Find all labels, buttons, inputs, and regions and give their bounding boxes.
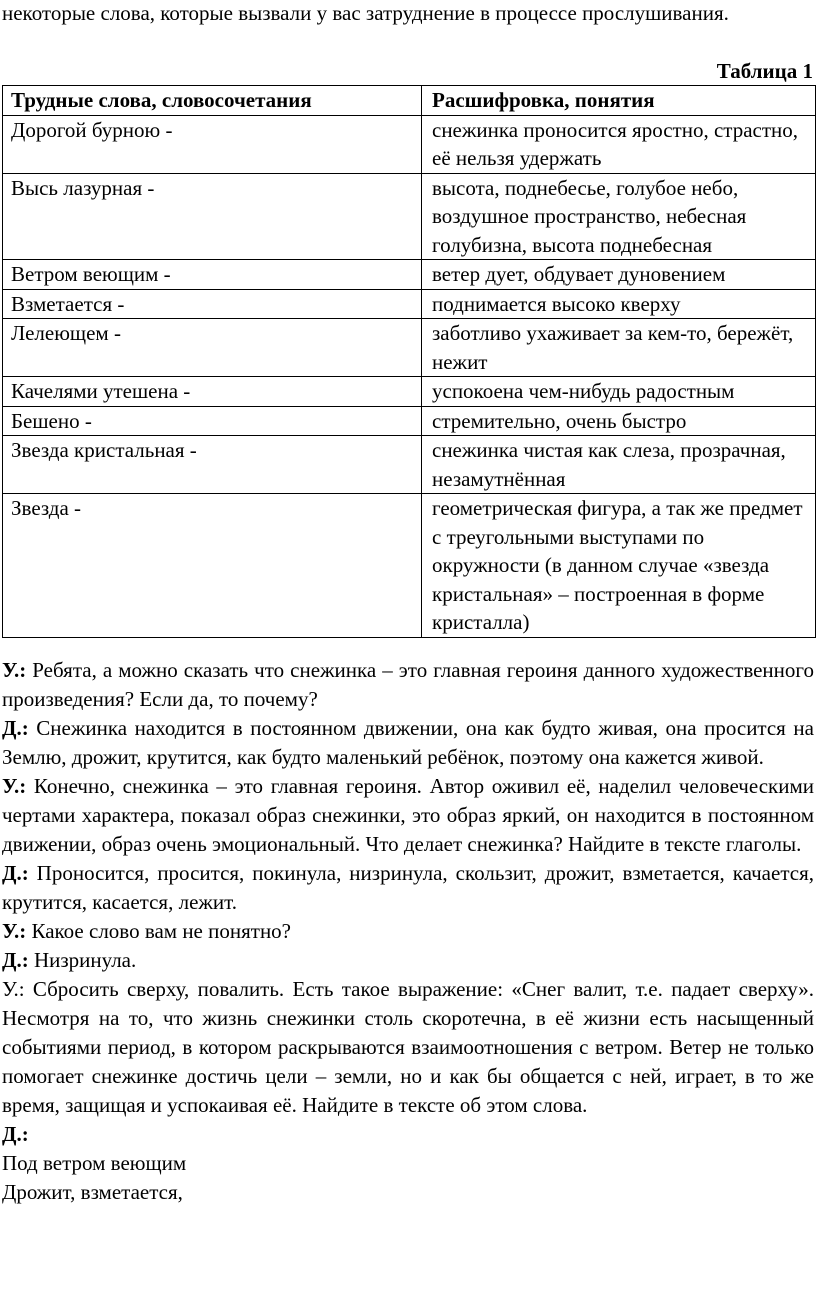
meaning-cell: геометрическая фигура, а так же предмет с треугольными выступами по окружности (в данном случае «звезда кристальная» – построенная в форме кристалла) bbox=[422, 494, 816, 638]
speaker-label: У.: bbox=[2, 658, 27, 682]
table-row bbox=[3, 289, 816, 319]
dialog-line bbox=[2, 772, 814, 859]
word-cell: Качелями утешена - bbox=[3, 377, 422, 407]
word-cell: Звезда - bbox=[3, 494, 422, 638]
dialog-text: Ребята, а можно сказать что снежинка – это главная героиня данного художественного произведения? Если да, то почему? bbox=[2, 658, 814, 711]
dialog-text: Снежинка находится в постоянном движении, она как будто живая, она просится на Землю, дрожит, крутится, как будто маленький ребёнок, поэтому она кажется живой. bbox=[2, 716, 814, 769]
vocabulary-table bbox=[2, 85, 816, 638]
dialog-text: У.: Сбросить сверху, повалить. Есть такое выражение: «Снег валит, т.е. падает сверху». Несмотря на то, что жизнь снежинки столь скоротечна, в её жизни есть насыщенный событиями период, в котором раскрываются взаимоотношения с ветром. Ветер не только помогает снежинке достичь цели – земли, но и как бы общается с ней, играет, в то же время, защищая и успокаивая её. Найдите в тексте об этом слова. bbox=[2, 977, 814, 1117]
poem-line: Дрожит, взметается, bbox=[2, 1180, 183, 1204]
meaning-cell: снежинка чистая как слеза, прозрачная, незамутнённая bbox=[422, 436, 816, 494]
dialog-text: Проносится, просится, покинула, низринула, скользит, дрожит, взметается, качается, крутится, касается, лежит. bbox=[2, 861, 814, 914]
word-cell: Дорогой бурною - bbox=[3, 115, 422, 173]
dialog-line bbox=[2, 975, 814, 1120]
header-cell-meanings: Расшифровка, понятия bbox=[422, 86, 816, 116]
meaning-cell: поднимается высоко кверху bbox=[422, 289, 816, 319]
dialog-line bbox=[2, 946, 814, 975]
speaker-label: Д.: bbox=[2, 1122, 29, 1146]
meaning-cell: снежинка проносится яростно, страстно, её нельзя удержать bbox=[422, 115, 816, 173]
meaning-cell: успокоена чем-нибудь радостным bbox=[422, 377, 816, 407]
table-row bbox=[3, 494, 816, 638]
dialog-line bbox=[2, 656, 814, 714]
speaker-label: Д.: bbox=[2, 861, 29, 885]
meaning-cell: ветер дует, обдувает дуновением bbox=[422, 260, 816, 290]
word-cell: Бешено - bbox=[3, 406, 422, 436]
table-row bbox=[3, 260, 816, 290]
dialog-text: Какое слово вам не понятно? bbox=[26, 919, 292, 943]
intro-paragraph: некоторые слова, которые вызвали у вас затруднение в процессе прослушивания. bbox=[2, 1, 729, 25]
speaker-label: У.: bbox=[2, 919, 27, 943]
dialog-line bbox=[2, 859, 814, 917]
word-cell: Взметается - bbox=[3, 289, 422, 319]
word-cell: Ветром веющим - bbox=[3, 260, 422, 290]
speaker-label: Д.: bbox=[2, 948, 29, 972]
meaning-cell: высота, поднебесье, голубое небо, воздушное пространство, небесная голубизна, высота поднебесная bbox=[422, 173, 816, 260]
table-row bbox=[3, 377, 816, 407]
table-row bbox=[3, 173, 816, 260]
table-row bbox=[3, 115, 816, 173]
poem-line: Под ветром веющим bbox=[2, 1151, 187, 1175]
table-caption: Таблица 1 bbox=[716, 59, 813, 83]
table-row bbox=[3, 319, 816, 377]
word-cell: Высь лазурная - bbox=[3, 173, 422, 260]
dialog-section bbox=[2, 656, 814, 1207]
table-row bbox=[3, 406, 816, 436]
meaning-cell: заботливо ухаживает за кем-то, бережёт, нежит bbox=[422, 319, 816, 377]
dialog-line bbox=[2, 1120, 814, 1149]
table-row bbox=[3, 436, 816, 494]
dialog-text: Конечно, снежинка – это главная героиня. Автор оживил её, наделил человеческими чертами характера, показал образ снежинки, это образ яркий, он находится в постоянном движении, образ очень эмоциональный. Что делает снежинка? Найдите в тексте глаголы. bbox=[2, 774, 814, 856]
dialog-line bbox=[2, 714, 814, 772]
word-cell: Звезда кристальная - bbox=[3, 436, 422, 494]
word-cell: Лелеющем - bbox=[3, 319, 422, 377]
header-cell-words: Трудные слова, словосочетания bbox=[3, 86, 422, 116]
meaning-cell: стремительно, очень быстро bbox=[422, 406, 816, 436]
table-header-row bbox=[3, 86, 816, 116]
dialog-text: Низринула. bbox=[28, 948, 137, 972]
speaker-label: У.: bbox=[2, 774, 27, 798]
speaker-label: Д.: bbox=[2, 716, 29, 740]
dialog-line bbox=[2, 917, 814, 946]
